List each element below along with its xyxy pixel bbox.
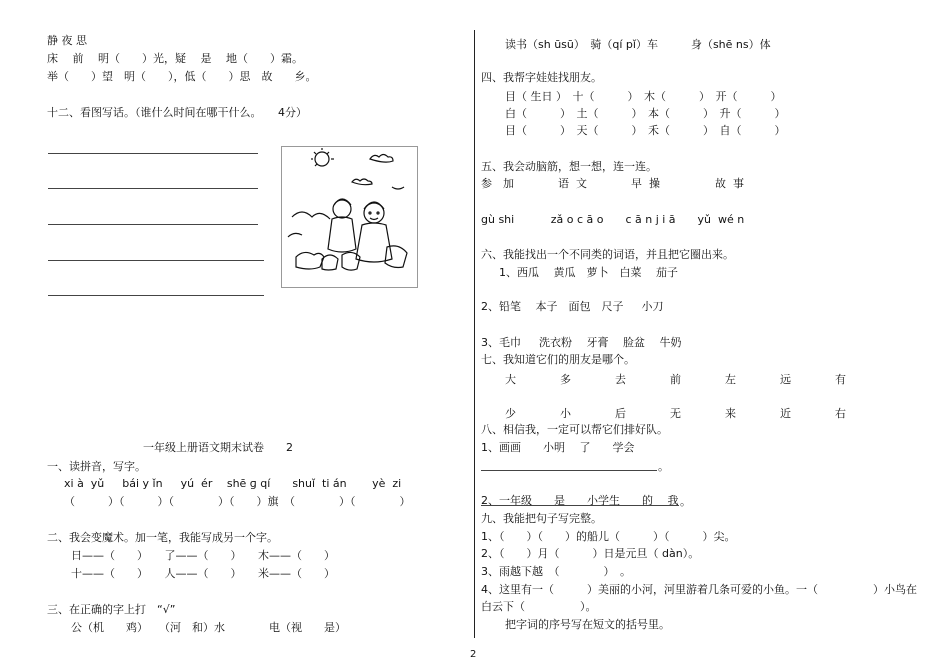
right-col-text-line: 4、这里有一（ ）美丽的小河，河里游着几条可爱的小鱼。一（ ）小鸟在 bbox=[481, 583, 917, 596]
answer-line-period: 。 bbox=[658, 460, 669, 473]
left-col-text-line: 十二、看图写话。（谁什么时间在哪干什么。 4分） bbox=[47, 106, 307, 119]
left-col-text-line: xi à yǔ bái y ǐn yú ér shē ɡ qí shuǐ ti án yè zi bbox=[64, 477, 402, 490]
right-col-text-line: 目（ ） 天（ ） 禾（ ） 自（ ） bbox=[505, 124, 786, 137]
answer-line bbox=[481, 505, 679, 506]
right-col-text-line: 3、毛巾 洗衣粉 牙膏 脸盆 牛奶 bbox=[481, 336, 682, 349]
answer-line bbox=[481, 470, 657, 471]
illustration-children-picture bbox=[281, 146, 418, 288]
right-col-text-line: 3、雨越下越 （ ） 。 bbox=[481, 565, 631, 578]
right-col-text-line: 2、铅笔 本子 面包 尺子 小刀 bbox=[481, 300, 664, 313]
right-col-text-line: 少 小 后 无 来 近 右 bbox=[505, 407, 846, 420]
right-col-text-line: 目（ 生日 ） 十（ ） 木（ ） 开（ ） bbox=[505, 90, 782, 103]
writing-line bbox=[48, 260, 264, 261]
writing-line bbox=[48, 188, 258, 189]
right-col-text-line: 五、我会动脑筋，想一想，连一连。 bbox=[481, 160, 657, 173]
left-col-text-line: 床 前 明（ ）光，疑 是 地（ ）霜。 bbox=[47, 52, 303, 65]
writing-line bbox=[48, 153, 258, 154]
right-col-text-line: 白（ ） 土（ ） 本（ ） 升（ ） bbox=[505, 107, 786, 120]
right-col-text-line: 七、我知道它们的朋友是哪个。 bbox=[481, 353, 635, 366]
writing-line bbox=[48, 295, 264, 296]
right-col-text-line: gù shi zǎ o c ā o c ā n j i ā yǔ wé n bbox=[481, 213, 745, 226]
right-col-text-line: 1、画画 小明 了 学会 bbox=[481, 441, 635, 454]
children-sketch-icon bbox=[282, 147, 417, 287]
left-col-text-line: 十——（ ） 人——（ ） 米——（ ） bbox=[71, 567, 335, 580]
page-number: 2 bbox=[470, 649, 477, 660]
left-col-text-line: 举（ ）望 明（ ），低（ ）思 故 乡。 bbox=[47, 70, 317, 83]
right-col-text-line: 六、我能找出一个不同类的词语，并且把它圈出来。 bbox=[481, 248, 734, 261]
right-col-text-line: 把字词的序号写在短文的括号里。 bbox=[505, 618, 670, 631]
column-divider bbox=[474, 30, 475, 638]
writing-line bbox=[48, 224, 258, 225]
left-col-text-line: 静 夜 思 bbox=[47, 34, 87, 47]
left-col-text-line: 三、在正确的字上打 “√” bbox=[47, 603, 176, 616]
left-col-text-line: 公（机 鸡） （河 和）水 电（视 是） bbox=[71, 621, 346, 634]
right-col-text-line: 参 加 语 文 早 操 故 事 bbox=[481, 177, 744, 190]
right-col-text-line: 四、我帮字娃娃找朋友。 bbox=[481, 71, 602, 84]
left-col-text-line: 日——（ ） 了——（ ） 木——（ ） bbox=[71, 549, 335, 562]
right-col-text-line: 2、一年级 是 小学生 的 我 bbox=[481, 494, 679, 507]
right-col-text-line: 大 多 去 前 左 远 有 bbox=[505, 373, 846, 386]
right-col-text-line: 读书（sh ūsū） 骑（qí pǐ）车 身（shē ns）体 bbox=[505, 38, 771, 51]
right-col-text-line: 九、我能把句子写完整。 bbox=[481, 512, 602, 525]
left-col-text-line: （ ）（ ）（ ）（ ）旗 （ ）（ ） bbox=[64, 495, 411, 508]
right-col-text-line: 八、相信我，一定可以帮它们排好队。 bbox=[481, 423, 668, 436]
left-col-text-line: 一年级上册语文期末试卷 2 bbox=[143, 441, 293, 454]
answer-line-period: 。 bbox=[680, 495, 691, 508]
right-col-text-line: 白云下（ ）。 bbox=[481, 600, 597, 613]
right-col-text-line: 2、（ ）月（ ）日是元旦（ dàn）。 bbox=[481, 547, 700, 560]
right-col-text-line: 1、（ ）（ ）的船儿（ ）（ ）尖。 bbox=[481, 530, 736, 543]
right-col-text-line: 1、西瓜 黄瓜 萝卜 白菜 茄子 bbox=[499, 266, 678, 279]
left-col-text-line: 二、我会变魔术。加一笔，我能写成另一个字。 bbox=[47, 531, 278, 544]
left-col-text-line: 一、读拼音，写字。 bbox=[47, 460, 146, 473]
